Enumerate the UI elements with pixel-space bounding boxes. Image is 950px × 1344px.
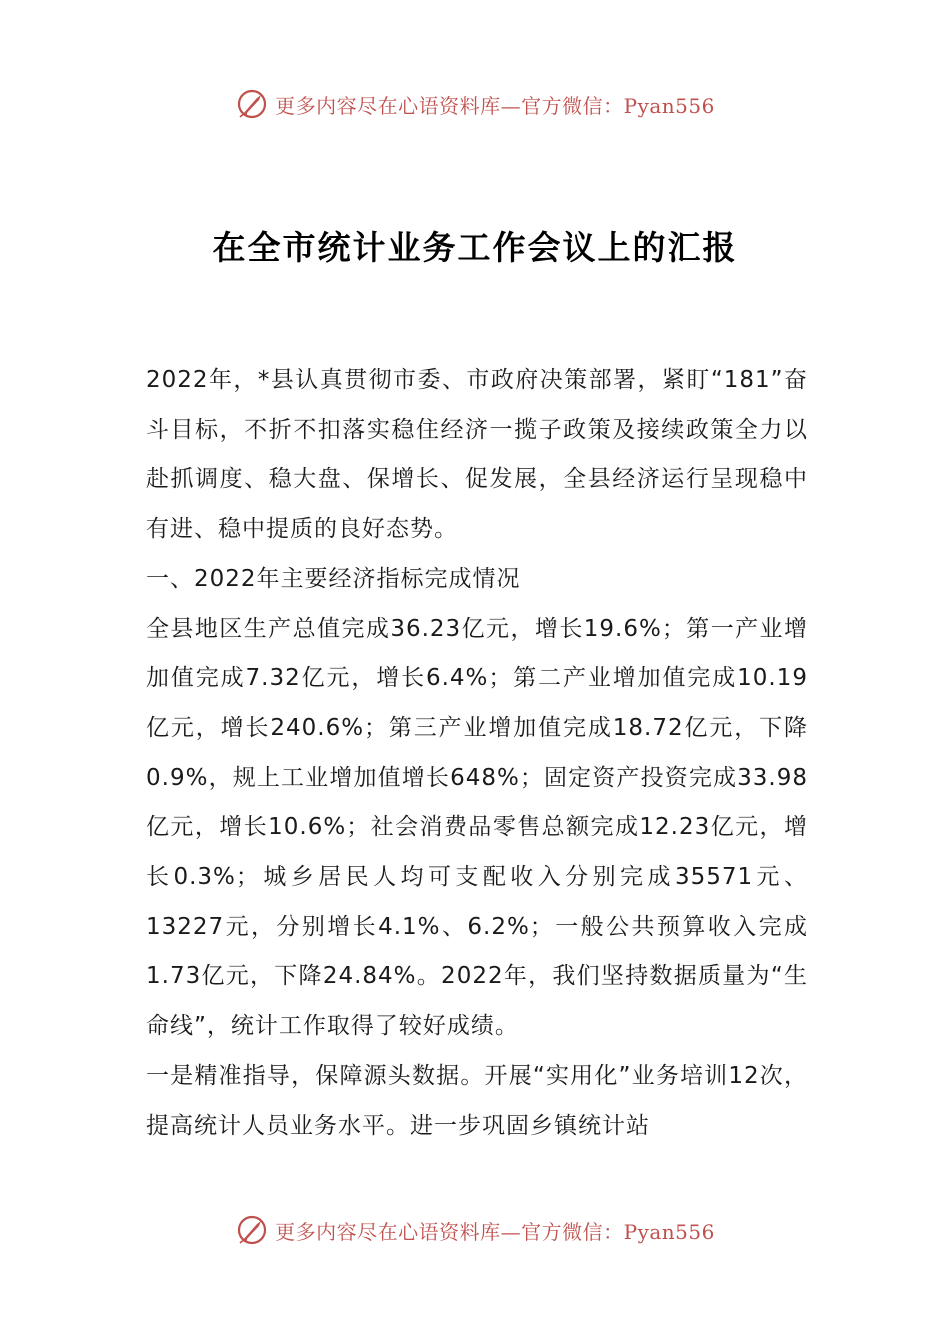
- paragraph-intro: 2022年，*县认真贯彻市委、市政府决策部署，紧盯“181”奋斗目标，不折不扣落实稳住经济一揽子政策及接续政策全力以赴抓调度、稳大盘、保增长、促发展，全县经济运行呈现稳中有进、稳中提质的良好态势。: [146, 367, 808, 543]
- document-body: [146, 356, 808, 1151]
- paragraph-indicators: 全县地区生产总值完成36.23亿元，增长19.6%；第一产业增加值完成7.32亿元，增长6.4%；第二产业增加值完成10.19亿元，增长240.6%；第三产业增加值完成18.72亿元，下降0.9%，规上工业增加值增长648%；固定资产投资完成33.98亿元，增长10.6%；社会消费品零售总额完成12.23亿元，增长0.3%；城乡居民人均可支配收入分别完成35571元、13227元，分别增长4.1%、6.2%；一般公共预算收入完成1.73亿元，下降24.84%。2022年，我们坚持数据质量为“生命线”，统计工作取得了较好成绩。: [146, 615, 808, 1040]
- watermark-text: 更多内容尽在心语资料库—官方微信：Pyan556: [275, 1219, 715, 1244]
- watermark-text: 更多内容尽在心语资料库—官方微信：Pyan556: [275, 93, 715, 118]
- section-heading: 一、2022年主要经济指标完成情况: [146, 565, 521, 592]
- footer-watermark: [0, 1210, 950, 1250]
- document-title: 在全市统计业务工作会议上的汇报: [212, 228, 738, 267]
- pen-nib-logo-icon: [235, 1213, 269, 1247]
- header-watermark: [0, 84, 950, 124]
- pen-nib-logo-icon: [235, 87, 269, 121]
- paragraph-guidance: 一是精准指导，保障源头数据。开展“实用化”业务培训12次，提高统计人员业务水平。进一步巩固乡镇统计站: [146, 1062, 808, 1139]
